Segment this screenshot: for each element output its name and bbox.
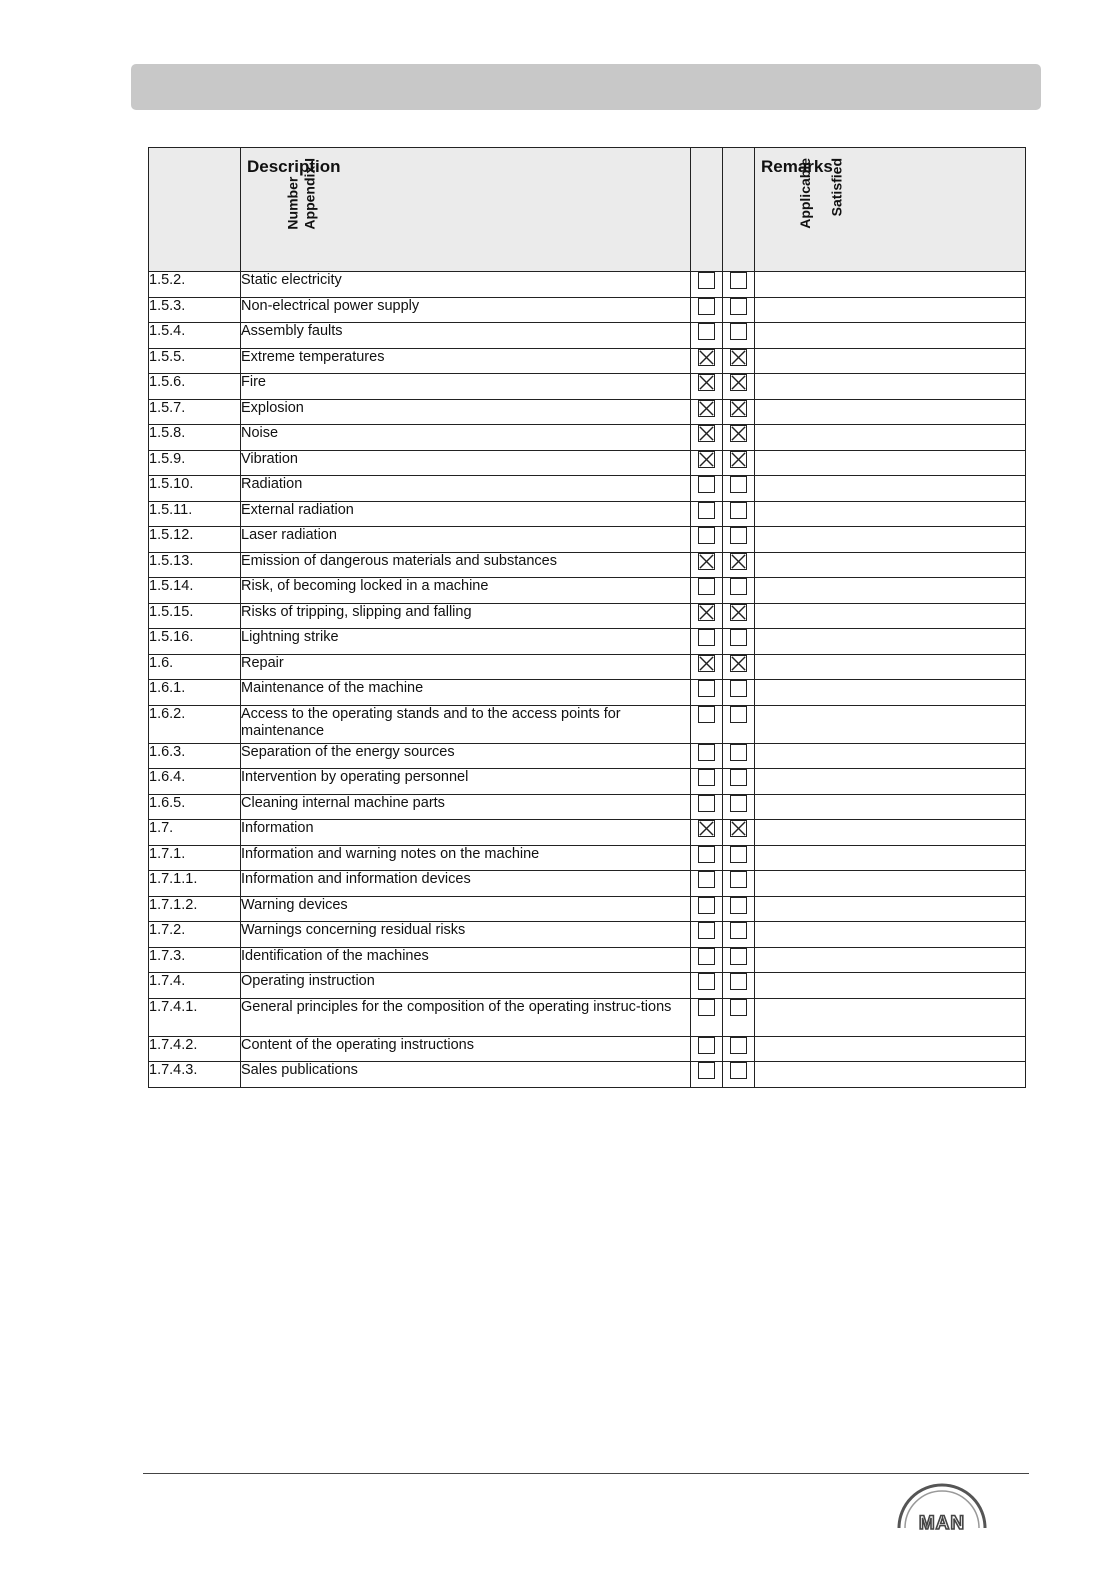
row-description: Fire [241, 374, 691, 400]
row-satisfied-cell [723, 527, 755, 553]
row-description: Vibration [241, 450, 691, 476]
row-description: Information and warning notes on the machine [241, 845, 691, 871]
row-applicable-cell [691, 705, 723, 743]
row-satisfied-cell [723, 947, 755, 973]
satisfied-checkbox[interactable] [730, 922, 747, 939]
row-description: Identification of the machines [241, 947, 691, 973]
row-applicable-cell [691, 399, 723, 425]
table-row [149, 794, 1026, 820]
applicable-checkbox[interactable] [698, 922, 715, 939]
applicable-checkbox[interactable] [698, 272, 715, 289]
row-applicable-cell [691, 871, 723, 897]
satisfied-checkbox[interactable] [730, 1062, 747, 1079]
satisfied-checkbox[interactable] [730, 451, 747, 468]
row-remarks[interactable] [755, 820, 1026, 846]
row-satisfied-cell [723, 476, 755, 502]
row-satisfied-cell [723, 399, 755, 425]
applicable-checkbox[interactable] [698, 680, 715, 697]
table-row [149, 922, 1026, 948]
table-row [149, 374, 1026, 400]
satisfied-checkbox[interactable] [730, 629, 747, 646]
footer-divider [143, 1473, 1029, 1474]
table-row [149, 947, 1026, 973]
applicable-checkbox[interactable] [698, 973, 715, 990]
table-row [149, 743, 1026, 769]
row-applicable-cell [691, 297, 723, 323]
row-description: Extreme temperatures [241, 348, 691, 374]
row-applicable-cell [691, 973, 723, 999]
applicable-checkbox[interactable] [698, 323, 715, 340]
row-remarks[interactable] [755, 348, 1026, 374]
row-number: 1.5.2. [149, 272, 241, 298]
row-satisfied-cell [723, 450, 755, 476]
applicable-checkbox[interactable] [698, 400, 715, 417]
row-description: Warnings concerning residual risks [241, 922, 691, 948]
applicable-checkbox[interactable] [698, 846, 715, 863]
row-applicable-cell [691, 501, 723, 527]
row-remarks[interactable] [755, 323, 1026, 349]
row-applicable-cell [691, 922, 723, 948]
checklist-table [148, 147, 1026, 1088]
row-number: 1.5.3. [149, 297, 241, 323]
row-remarks[interactable] [755, 973, 1026, 999]
row-satisfied-cell [723, 871, 755, 897]
applicable-checkbox[interactable] [698, 769, 715, 786]
row-applicable-cell [691, 1062, 723, 1088]
row-satisfied-cell [723, 680, 755, 706]
row-satisfied-cell [723, 552, 755, 578]
applicable-checkbox[interactable] [698, 706, 715, 723]
row-remarks[interactable] [755, 680, 1026, 706]
table-row [149, 1036, 1026, 1062]
table-row [149, 845, 1026, 871]
row-remarks[interactable] [755, 425, 1026, 451]
table-row [149, 399, 1026, 425]
satisfied-checkbox[interactable] [730, 871, 747, 888]
row-description: Noise [241, 425, 691, 451]
table-row [149, 450, 1026, 476]
man-logo-icon [893, 1478, 991, 1534]
applicable-checkbox[interactable] [698, 1062, 715, 1079]
satisfied-checkbox[interactable] [730, 706, 747, 723]
table-row [149, 323, 1026, 349]
row-description: Access to the operating stands and to the access points for maintenance [241, 705, 691, 743]
table-row [149, 769, 1026, 795]
applicable-checkbox[interactable] [698, 897, 715, 914]
row-number: 1.7.4.2. [149, 1036, 241, 1062]
row-number: 1.5.8. [149, 425, 241, 451]
row-satisfied-cell [723, 297, 755, 323]
table-row [149, 820, 1026, 846]
row-satisfied-cell [723, 705, 755, 743]
row-satisfied-cell [723, 425, 755, 451]
row-description: Maintenance of the machine [241, 680, 691, 706]
row-satisfied-cell [723, 323, 755, 349]
table-row [149, 629, 1026, 655]
row-applicable-cell [691, 425, 723, 451]
row-number: 1.5.6. [149, 374, 241, 400]
row-satisfied-cell [723, 896, 755, 922]
satisfied-checkbox[interactable] [730, 846, 747, 863]
header-number-line1: Number [284, 176, 301, 230]
row-description: Lightning strike [241, 629, 691, 655]
row-description: Risk, of becoming locked in a machine [241, 578, 691, 604]
header-applicable-label: Applicable [796, 158, 813, 229]
header-satisfied-label: Satisfied [828, 158, 845, 217]
row-remarks[interactable] [755, 1036, 1026, 1062]
row-applicable-cell [691, 323, 723, 349]
row-satisfied-cell [723, 820, 755, 846]
satisfied-checkbox[interactable] [730, 374, 747, 391]
applicable-checkbox[interactable] [698, 527, 715, 544]
applicable-checkbox[interactable] [698, 1037, 715, 1054]
row-applicable-cell [691, 654, 723, 680]
row-satisfied-cell [723, 973, 755, 999]
header-remarks-label: Remarks [761, 157, 833, 176]
row-description: Information [241, 820, 691, 846]
applicable-checkbox[interactable] [698, 871, 715, 888]
row-description: Sales publications [241, 1062, 691, 1088]
applicable-checkbox[interactable] [698, 744, 715, 761]
row-description: Information and information devices [241, 871, 691, 897]
satisfied-checkbox[interactable] [730, 999, 747, 1016]
row-applicable-cell [691, 820, 723, 846]
row-number: 1.5.11. [149, 501, 241, 527]
satisfied-checkbox[interactable] [730, 744, 747, 761]
row-remarks[interactable] [755, 896, 1026, 922]
row-remarks[interactable] [755, 743, 1026, 769]
row-satisfied-cell [723, 654, 755, 680]
satisfied-checkbox[interactable] [730, 820, 747, 837]
row-satisfied-cell [723, 603, 755, 629]
row-satisfied-cell [723, 743, 755, 769]
satisfied-checkbox[interactable] [730, 1037, 747, 1054]
row-satisfied-cell [723, 998, 755, 1036]
row-remarks[interactable] [755, 527, 1026, 553]
row-description: Content of the operating instructions [241, 1036, 691, 1062]
row-number: 1.7.4.1. [149, 998, 241, 1036]
row-remarks[interactable] [755, 998, 1026, 1036]
row-number: 1.5.5. [149, 348, 241, 374]
satisfied-checkbox[interactable] [730, 973, 747, 990]
row-applicable-cell [691, 1036, 723, 1062]
row-description: Cleaning internal machine parts [241, 794, 691, 820]
row-applicable-cell [691, 629, 723, 655]
row-remarks[interactable] [755, 603, 1026, 629]
row-number: 1.6.2. [149, 705, 241, 743]
applicable-checkbox[interactable] [698, 655, 715, 672]
satisfied-checkbox[interactable] [730, 769, 747, 786]
satisfied-checkbox[interactable] [730, 795, 747, 812]
applicable-checkbox[interactable] [698, 374, 715, 391]
row-description: Explosion [241, 399, 691, 425]
satisfied-checkbox[interactable] [730, 425, 747, 442]
row-remarks[interactable] [755, 1062, 1026, 1088]
row-applicable-cell [691, 603, 723, 629]
row-remarks[interactable] [755, 476, 1026, 502]
table-row [149, 578, 1026, 604]
table-row [149, 1062, 1026, 1088]
row-description: Warning devices [241, 896, 691, 922]
table-row [149, 705, 1026, 743]
row-satisfied-cell [723, 272, 755, 298]
row-remarks[interactable] [755, 654, 1026, 680]
applicable-checkbox[interactable] [698, 604, 715, 621]
row-applicable-cell [691, 272, 723, 298]
row-remarks[interactable] [755, 272, 1026, 298]
table-header-row [149, 148, 1026, 272]
row-applicable-cell [691, 348, 723, 374]
row-number: 1.5.13. [149, 552, 241, 578]
row-applicable-cell [691, 794, 723, 820]
satisfied-checkbox[interactable] [730, 948, 747, 965]
row-number: 1.7.4. [149, 973, 241, 999]
satisfied-checkbox[interactable] [730, 272, 747, 289]
satisfied-checkbox[interactable] [730, 400, 747, 417]
row-number: 1.5.15. [149, 603, 241, 629]
row-remarks[interactable] [755, 845, 1026, 871]
applicable-checkbox[interactable] [698, 476, 715, 493]
applicable-checkbox[interactable] [698, 948, 715, 965]
applicable-checkbox[interactable] [698, 298, 715, 315]
satisfied-checkbox[interactable] [730, 502, 747, 519]
row-satisfied-cell [723, 348, 755, 374]
row-remarks[interactable] [755, 629, 1026, 655]
row-description: Non-electrical power supply [241, 297, 691, 323]
row-number: 1.5.16. [149, 629, 241, 655]
applicable-checkbox[interactable] [698, 795, 715, 812]
row-description: Emission of dangerous materials and substances [241, 552, 691, 578]
row-applicable-cell [691, 769, 723, 795]
row-remarks[interactable] [755, 947, 1026, 973]
row-satisfied-cell [723, 578, 755, 604]
satisfied-checkbox[interactable] [730, 604, 747, 621]
satisfied-checkbox[interactable] [730, 323, 747, 340]
table-row [149, 297, 1026, 323]
applicable-checkbox[interactable] [698, 553, 715, 570]
row-number: 1.6.3. [149, 743, 241, 769]
row-description: Operating instruction [241, 973, 691, 999]
table-row [149, 603, 1026, 629]
row-remarks[interactable] [755, 871, 1026, 897]
applicable-checkbox[interactable] [698, 349, 715, 366]
table-row [149, 896, 1026, 922]
row-remarks[interactable] [755, 705, 1026, 743]
logo-text: MAN [918, 1513, 966, 1534]
row-applicable-cell [691, 896, 723, 922]
row-number: 1.5.10. [149, 476, 241, 502]
row-number: 1.7.4.3. [149, 1062, 241, 1088]
row-number: 1.7.3. [149, 947, 241, 973]
row-number: 1.7.1. [149, 845, 241, 871]
row-remarks[interactable] [755, 501, 1026, 527]
row-applicable-cell [691, 680, 723, 706]
row-satisfied-cell [723, 1036, 755, 1062]
row-number: 1.6.4. [149, 769, 241, 795]
header-description-label: Description [247, 157, 341, 176]
satisfied-checkbox[interactable] [730, 298, 747, 315]
table-row [149, 272, 1026, 298]
row-description: General principles for the composition of the operating instruc-tions [241, 998, 691, 1036]
satisfied-checkbox[interactable] [730, 349, 747, 366]
table-row [149, 871, 1026, 897]
row-applicable-cell [691, 998, 723, 1036]
table-row [149, 527, 1026, 553]
row-description: Assembly faults [241, 323, 691, 349]
row-applicable-cell [691, 947, 723, 973]
satisfied-checkbox[interactable] [730, 655, 747, 672]
table-row [149, 654, 1026, 680]
row-description: Radiation [241, 476, 691, 502]
row-number: 1.5.9. [149, 450, 241, 476]
satisfied-checkbox[interactable] [730, 578, 747, 595]
row-satisfied-cell [723, 845, 755, 871]
applicable-checkbox[interactable] [698, 820, 715, 837]
row-satisfied-cell [723, 1062, 755, 1088]
row-description: Intervention by operating personnel [241, 769, 691, 795]
row-remarks[interactable] [755, 794, 1026, 820]
row-applicable-cell [691, 845, 723, 871]
applicable-checkbox[interactable] [698, 629, 715, 646]
row-applicable-cell [691, 476, 723, 502]
table-body [149, 272, 1026, 1088]
row-applicable-cell [691, 743, 723, 769]
row-applicable-cell [691, 578, 723, 604]
row-number: 1.5.12. [149, 527, 241, 553]
header-number-line2: Appendix I [301, 158, 318, 230]
satisfied-checkbox[interactable] [730, 553, 747, 570]
row-number: 1.6.1. [149, 680, 241, 706]
applicable-checkbox[interactable] [698, 578, 715, 595]
row-number: 1.7.1.2. [149, 896, 241, 922]
satisfied-checkbox[interactable] [730, 527, 747, 544]
row-applicable-cell [691, 450, 723, 476]
row-remarks[interactable] [755, 769, 1026, 795]
row-number: 1.6.5. [149, 794, 241, 820]
row-applicable-cell [691, 374, 723, 400]
table-row [149, 476, 1026, 502]
table-row [149, 552, 1026, 578]
row-description: Risks of tripping, slipping and falling [241, 603, 691, 629]
row-satisfied-cell [723, 374, 755, 400]
row-remarks[interactable] [755, 450, 1026, 476]
row-remarks[interactable] [755, 922, 1026, 948]
row-remarks[interactable] [755, 374, 1026, 400]
applicable-checkbox[interactable] [698, 999, 715, 1016]
table-row [149, 425, 1026, 451]
row-remarks[interactable] [755, 552, 1026, 578]
satisfied-checkbox[interactable] [730, 680, 747, 697]
row-number: 1.7.2. [149, 922, 241, 948]
table-row [149, 973, 1026, 999]
page-header-bar [131, 64, 1041, 110]
table-row [149, 348, 1026, 374]
applicable-checkbox[interactable] [698, 451, 715, 468]
satisfied-checkbox[interactable] [730, 897, 747, 914]
row-satisfied-cell [723, 922, 755, 948]
row-satisfied-cell [723, 501, 755, 527]
row-remarks[interactable] [755, 399, 1026, 425]
table-row [149, 680, 1026, 706]
row-number: 1.7.1.1. [149, 871, 241, 897]
row-applicable-cell [691, 552, 723, 578]
row-satisfied-cell [723, 794, 755, 820]
applicable-checkbox[interactable] [698, 502, 715, 519]
satisfied-checkbox[interactable] [730, 476, 747, 493]
row-number: 1.5.7. [149, 399, 241, 425]
row-remarks[interactable] [755, 578, 1026, 604]
row-number: 1.7. [149, 820, 241, 846]
row-number: 1.6. [149, 654, 241, 680]
row-satisfied-cell [723, 629, 755, 655]
row-applicable-cell [691, 527, 723, 553]
row-remarks[interactable] [755, 297, 1026, 323]
table-row [149, 998, 1026, 1036]
row-description: External radiation [241, 501, 691, 527]
row-satisfied-cell [723, 769, 755, 795]
row-description: Repair [241, 654, 691, 680]
applicable-checkbox[interactable] [698, 425, 715, 442]
row-number: 1.5.4. [149, 323, 241, 349]
table-row [149, 501, 1026, 527]
row-description: Separation of the energy sources [241, 743, 691, 769]
row-number: 1.5.14. [149, 578, 241, 604]
row-description: Static electricity [241, 272, 691, 298]
row-description: Laser radiation [241, 527, 691, 553]
